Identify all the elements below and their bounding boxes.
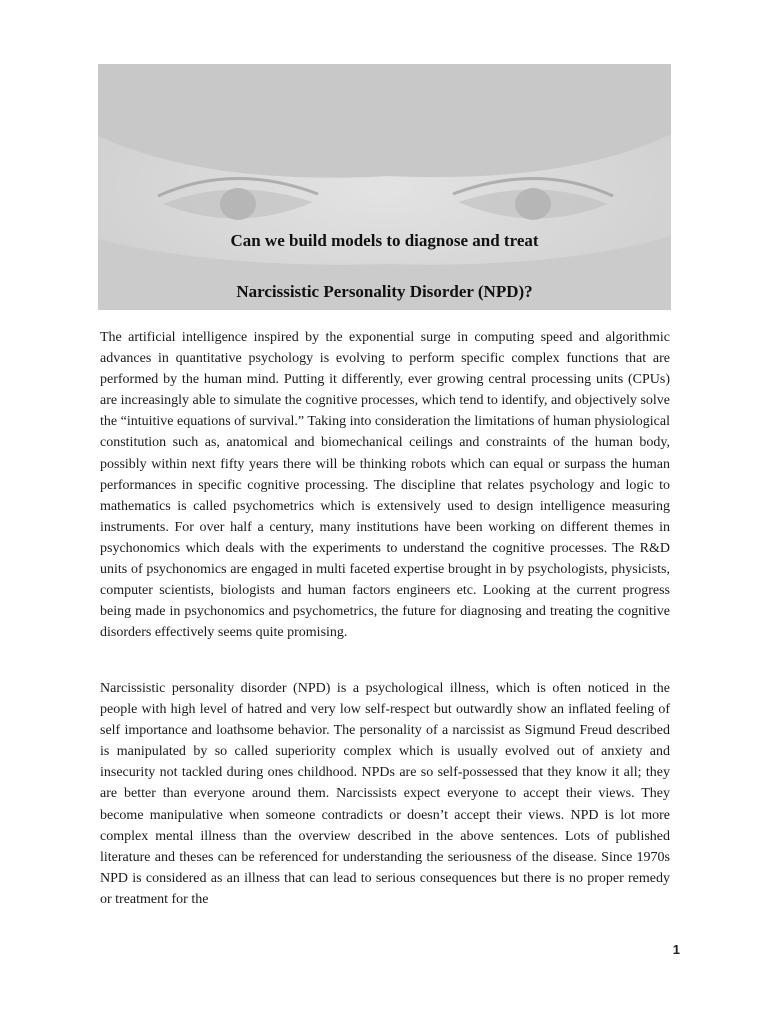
body-paragraph-1: The artificial intelligence inspired by the exponential surge in computing speed and algorithmic advances in quantitative psychology is evolving to perform specific complex functions that are performed by the human mind. Putting it differently, ever growing central processing units (CPUs) are increasingly able to simulate the cognitive processes, which tend to identify, and objectively solve the “intuitive equations of survival.” Taking into consideration the limitations of human physiological constitution such as, anatomical and biomechanical ceilings and constraints of the human body, possibly within next fifty years there will be thinking robots which can equal or surpass the human performances in specific cognitive processing. The discipline that relates psychology and logic to mathematics is called psychometrics which is extensively used to design intelligence measuring instruments. For over half a century, many institutions have been working on different themes in psychonomics which deals with the experiments to understand the cognitive processes. The R&D units of psychonomics are engaged in multi faceted expertise brought in by psychologists, physicists, computer scientists, biologists and human factors engineers etc. Looking at the current progress being made in psychonomics and psychometrics, the future for diagnosing and treating the cognitive disorders effectively seems quite promising. <box>100 330 670 641</box>
body-paragraph-2: Narcissistic personality disorder (NPD) is a psychological illness, which is often noticed in the people with high level of hatred and very low self-respect but outwardly show an inflated feeling of self importance and loathsome behavior. The personality of a narcissist as Sigmund Freud described is manipulated by so called superiority complex which is usually evolved out of anxiety and insecurity not tackled during ones childhood. NPDs are so self-possessed that they know it all; they are better than everyone around them. Narcissists expect everyone to accept their views. They become manipulative when someone contradicts or doesn’t accept their views. NPD is lot more complex mental illness than the overview described in the above sentences. Lots of published literature and theses can be referenced for understanding the seriousness of the disease. Since 1970s NPD is considered as an illness that can lead to serious consequences but there is no proper remedy or treatment for the <box>100 681 670 907</box>
header-banner-image <box>98 64 671 310</box>
document-title-line-1: Can we build models to diagnose and treat <box>230 231 539 250</box>
document-title-line-2: Narcissistic Personality Disorder (NPD)? <box>236 282 533 301</box>
page-number: 1 <box>672 942 680 957</box>
eyes-background-image <box>98 64 671 310</box>
